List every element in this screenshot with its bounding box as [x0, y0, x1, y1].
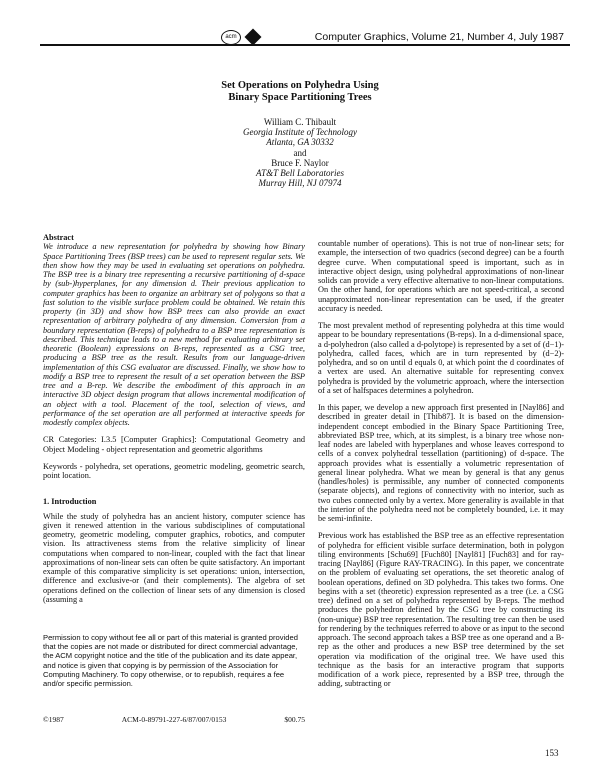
copyright: ©1987 [43, 715, 64, 724]
title-line: Set Operations on Polyhedra Using [221, 80, 379, 91]
paragraph: countable number of operations). This is not true of non-linear sets; for example, the intersection of two quadrics (second degree) can be a fourth degree curve. When computational speed is important, such as in interactive object design, using polyhedral approximations of non-linear solids can provide a very effective alternative to non-linear computations. On the other hand, for operations which are not speed-critical, a second unapproximated non-linear representation can be used, if the greater accuracy is needed. [318, 239, 564, 313]
left-column [43, 233, 305, 604]
paragraph: Previous work has established the BSP tree as an effective representation of polyhedra for efficient visible surface determination, both in polygon tiling environments [Schu69] [Fuch80] [Nayl81] [Fuch83] and for ray-tracing [Nayl86] (Figure RAY-TRACING). In this paper, we concentrate on the problem of evaluating set operations, the set theoretic analog of boolean operations, defined on 3D polyhedra. This takes two forms. One begins with a set (theoretic) expression represented as a tree (i.e. a CSG tree) defined on a set of polyhedra represented by B-reps. The method produces the polyhedron defined by the CSG tree by constructing its (non-unique) BSP tree representation. The resulting tree can then be used for rendering by the techniques referred to above or as input to the second approach. The second approach takes a BSP tree as one operand and a B-rep as the other and produces a new BSP tree determined by the set operation via modification of the original tree. We have used this technique as the basis for an interactive program that supports modification of a work piece, represented by a BSP tree, through the adding, subtracting or [318, 531, 564, 689]
introduction-heading: 1. Introduction [43, 497, 97, 507]
introduction-paragraph: While the study of polyhedra has an ancient history, computer science has given it renewed attention in the various subdisciplines of computational geometry, geometric modeling, computer graphics, robotics, and computer vision. Its attractiveness stems from the relative simplicity of linear computations when compared to non-linear, coupled with the fact that linear approximations of non-linear sets can often be quite satisfactory. An important example of this comparative simplicity is set operations: union, intersection, difference and exclusive-or (and their complements). The algebra of set operations defined on the collection of linear sets of any dimension is closed (assuming a [43, 511, 305, 604]
author-address: Atlanta, GA 30332 [266, 137, 334, 148]
acm-logo-text: acm [225, 34, 237, 40]
author-block [0, 117, 600, 188]
paper-title [0, 80, 600, 104]
header-rule [40, 44, 570, 46]
cr-categories: CR Categories: I.3.5 [Computer Graphics]: Computational Geometry and Object Modeling - object representation and geometric algorithms [43, 435, 305, 454]
author-affiliation: Georgia Institute of Technology [242, 127, 358, 138]
journal-header: Computer Graphics, Volume 21, Number 4, July 1987 [314, 31, 564, 43]
abstract-heading: Abstract [43, 233, 74, 242]
acm-logo [221, 30, 241, 45]
footer [43, 715, 305, 724]
abstract-text: We introduce a new representation for polyhedra by showing how Binary Space Partitioning Trees (BSP trees) can be used to represent regular sets. We then show how they may be used in evaluating set operations on polyhedra. The BSP tree is a binary tree representing a recursive partitioning of d-space by (sub-)hyperplanes, for any dimension d. Their previous application to computer graphics has been to organize an arbitrary set of polygons so that a fast solution to the visible surface problem could be obtained. We retain this property (in 3D) and show how BSP trees can also provide an exact representation of arbitrary polyhedra of any dimension. Conversion from a boundary representation (B-reps) of polyhedra to a BSP tree representation is described. This technique leads to a new method for evaluating arbitrary set theoretic (Boolean) expressions on B-reps, represented as a CSG tree, producing a BSP tree as the result. Results from our language-driven implementation of this CSG evaluator are discussed. Finally, we show how to modify a BSP tree to represent the result of a set operation between the BSP tree and a B-rep. We describe the embodiment of this approach in an interactive 3D object design program that allows incremental modification of an object with a tool. Placement of the tool, selection of views, and performance of the set operation are all performed at interactive speeds for modestly complex objects. [43, 242, 305, 427]
paragraph: The most prevalent method of representing polyhedra at this time would appear to be boundary representations (B-reps). In a d-dimensional space, a d-polyhedron (also called a d-polytope) is represented by a set of (d−1)-polyhedra, called faces, which are in turn represented by (d−2)-polyhedra, and so on until d equals 0, at which point the d coordinates of a vertex are used. An alternative suitable for representing convex polyhedra is provided by the volumetric approach, where the intersection of a set of halfspaces determines a polyhedron. [318, 321, 564, 395]
price: $00.75 [284, 715, 305, 724]
page-number: 153 [545, 748, 559, 758]
paragraph: In this paper, we develop a new approach first presented in [Nayl86] and described in greater detail in [Thib87]. It is based on the dimension-independent concept embodied in the Binary Space Partitioning Tree, abbreviated BSP tree, which, at its simplest, is a binary tree whose non-leaf nodes are labeled with hyperplanes and whose leaves correspond to cells of a convex polyhedral tessellation (partitioning) of d-space. The approach provides what is essentially a volumetric representation of general linear polyhedra. What we mean by general is that any genus (handles/holes) is permissible, any number of connected components (separate objects), and regions of connectivity with no interior, such as two cubes connected only by a vertex. More generality is available in that the interior of the polyhedra need not be completely bounded, i.e. it may be semi-infinite. [318, 403, 564, 523]
title-line: Binary Space Partitioning Trees [228, 92, 372, 103]
author-address: Murray Hill, NJ 07974 [258, 178, 342, 189]
right-column [318, 239, 564, 689]
author-name: Bruce F. Naylor [271, 157, 329, 168]
siggraph-logo [245, 29, 262, 46]
permission-notice: Permission to copy without fee all or part of this material is granted provided that the copies are not made or distributed for direct commercial advantage, the ACM copyright notice and the title of the publication and its date appear, and notice is given that copying is by permission of the Association for Computing Machinery. To copy otherwise, or to republish, requires a fee and/or specific permission. [43, 633, 298, 689]
keywords: Keywords - polyhedra, set operations, geometric modeling, geometric search, point location. [43, 461, 305, 480]
acm-isbn: ACM-0-89791-227-6/87/007/0153 [121, 715, 227, 724]
author-affiliation: AT&T Bell Laboratories [255, 168, 344, 179]
author-joiner: and [293, 147, 307, 158]
author-name: William C. Thibault [263, 117, 337, 127]
